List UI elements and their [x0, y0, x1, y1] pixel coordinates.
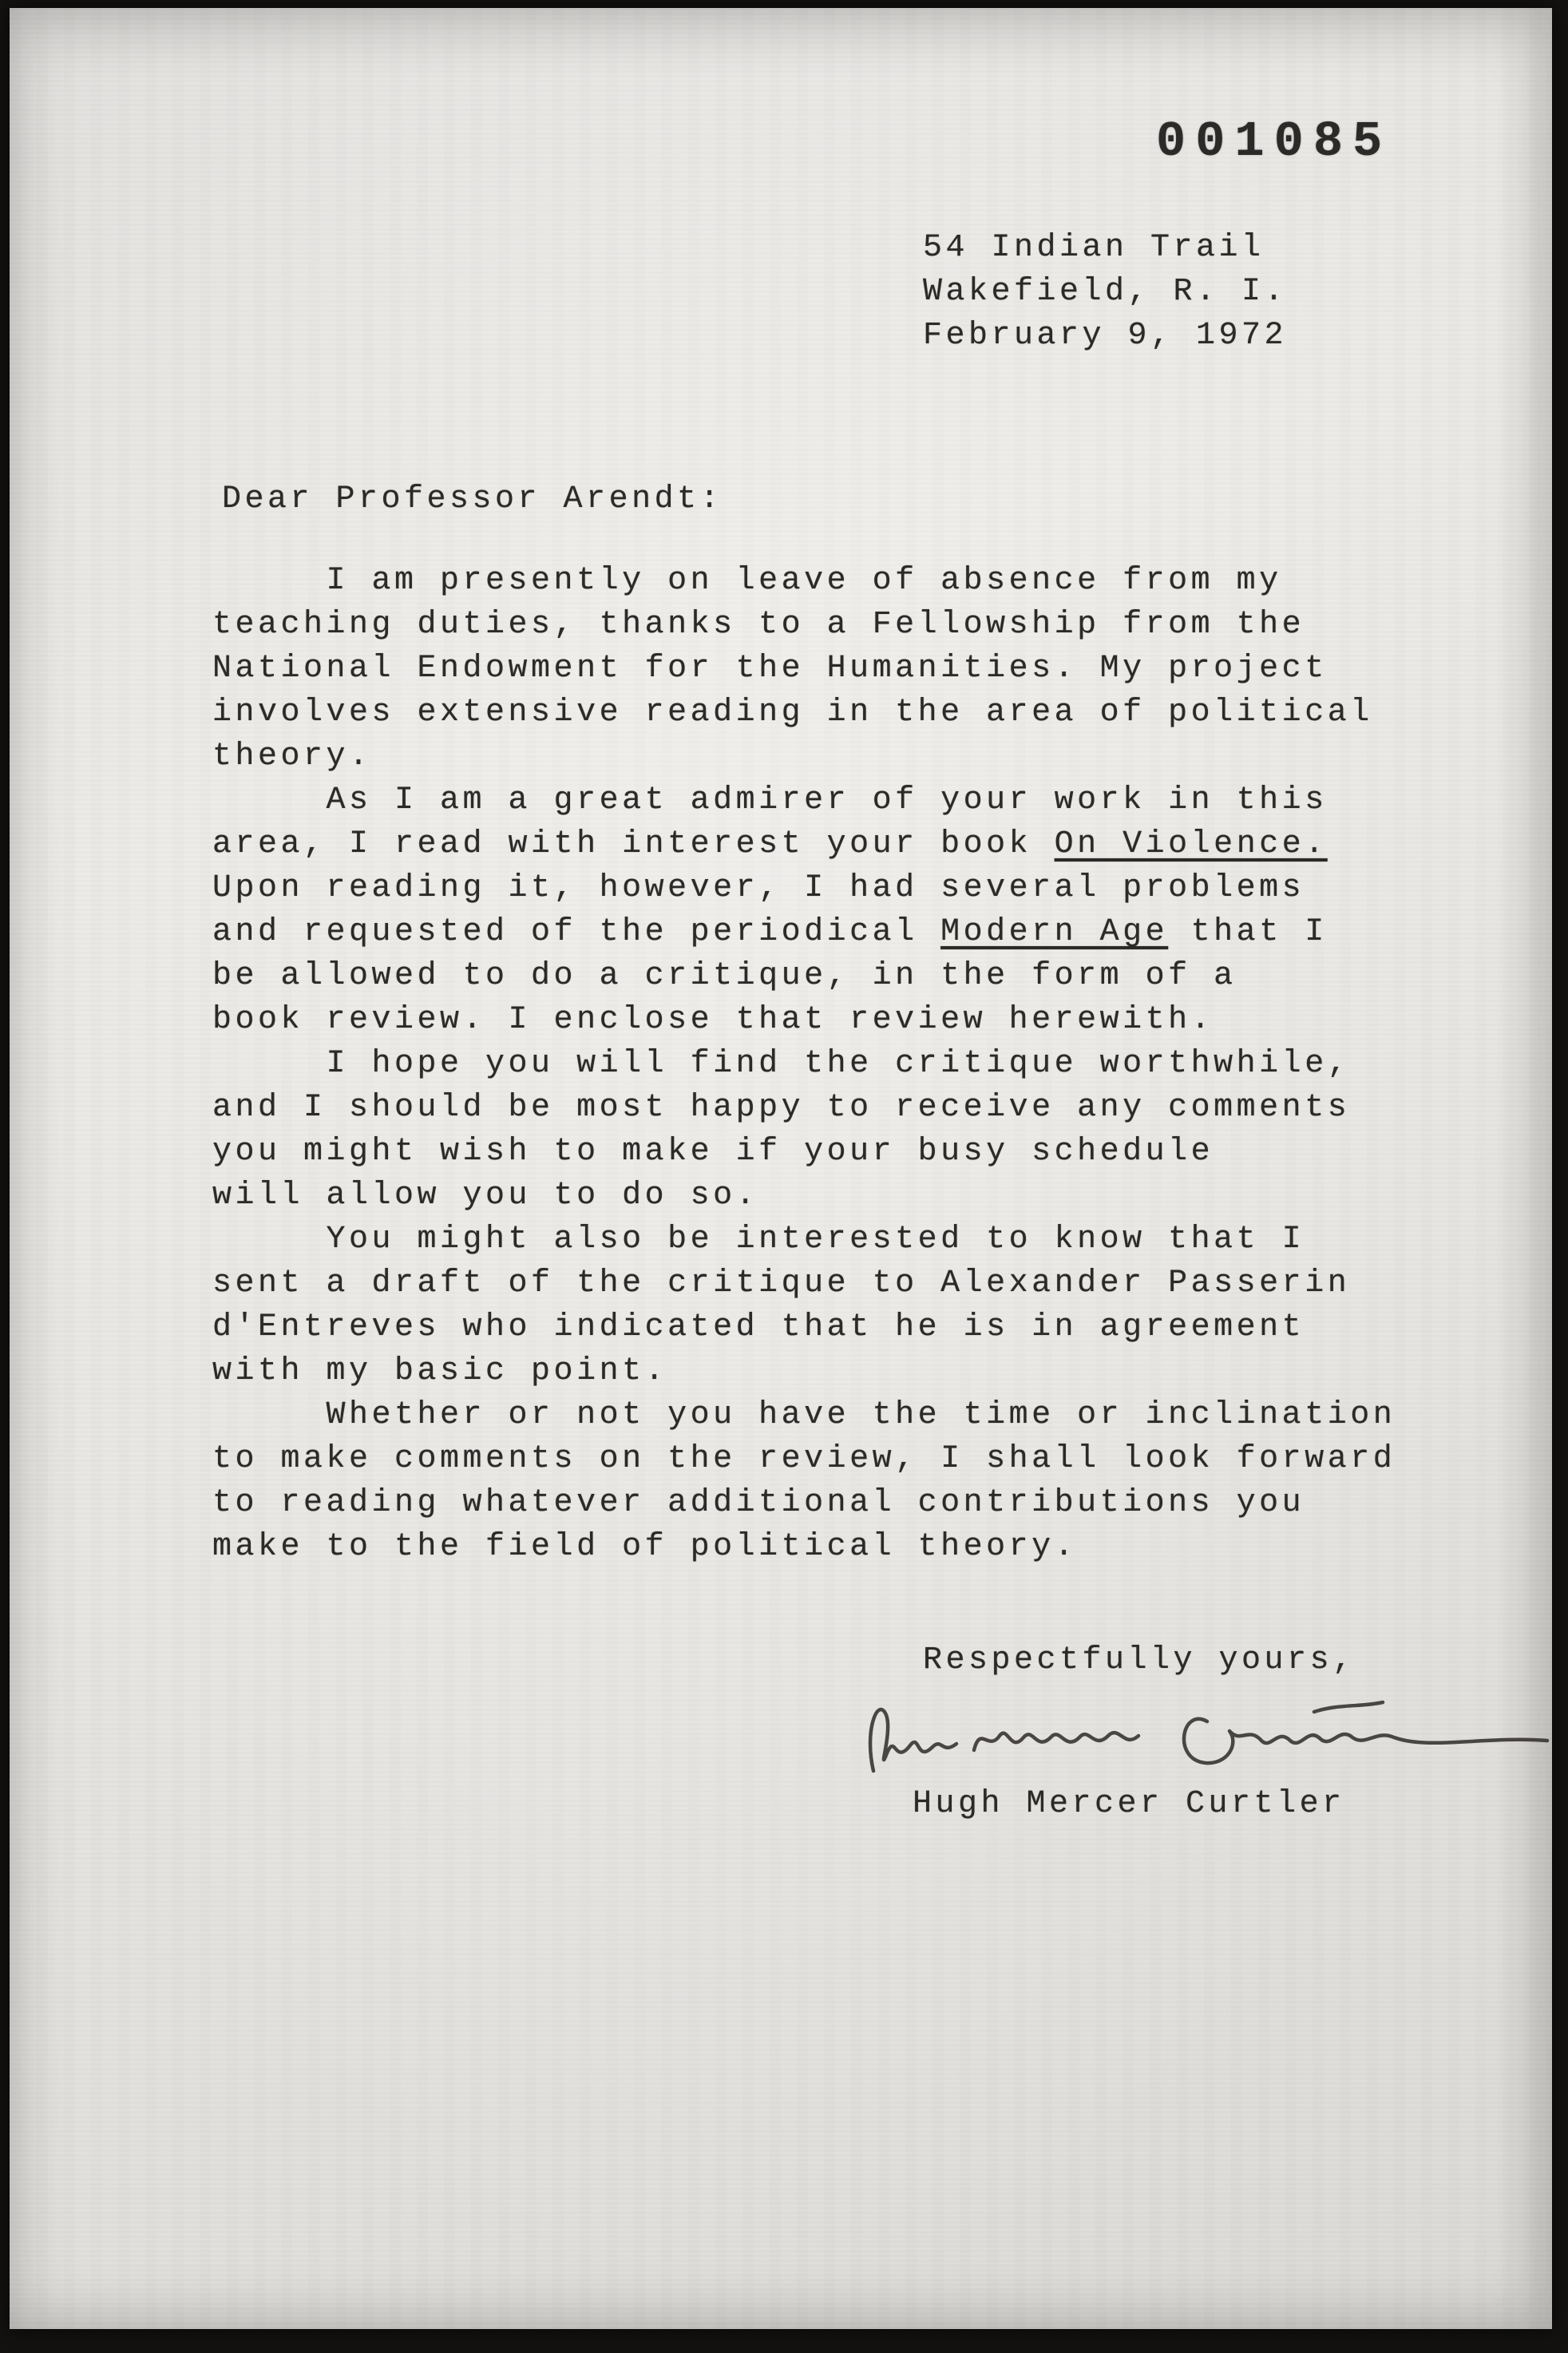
letter-line: [212, 1130, 1396, 1174]
line-text: Upon reading it, however, I had several problems: [212, 870, 1305, 906]
line-text: I hope you will find the critique worthwhile,: [212, 1046, 1351, 1082]
address-line: February 9, 1972: [923, 318, 1288, 354]
line-text: be allowed to do a critique, in the form of a: [212, 958, 1237, 994]
line-text: will allow you to do so.: [212, 1178, 759, 1214]
letter-line: [212, 735, 1396, 778]
letter-line: [212, 1525, 1396, 1569]
letter-page: [10, 8, 1552, 2329]
line-text: make to the field of political theory.: [212, 1529, 1078, 1565]
letter-line: [212, 1437, 1396, 1481]
line-text: National Endowment for the Humanities. My project: [212, 651, 1328, 687]
letter-line: [212, 1174, 1396, 1218]
line-text: area, I read with interest your book: [212, 826, 1055, 862]
salutation: Dear Professor Arendt:: [222, 481, 723, 517]
letter-line: [212, 603, 1396, 647]
letter-line: [212, 1481, 1396, 1525]
typed-signature-name: Hugh Mercer Curtler: [913, 1786, 1345, 1822]
letter-line: [212, 1042, 1396, 1086]
line-text: d'Entreves who indicated that he is in agreement: [212, 1309, 1305, 1345]
letter-line: [212, 910, 1396, 954]
letter-line: [212, 1305, 1396, 1349]
letter-line: [212, 822, 1396, 866]
line-text: with my basic point.: [212, 1353, 668, 1389]
line-text: I am presently on leave of absence from my: [212, 563, 1282, 599]
letter-line: [212, 1393, 1396, 1437]
line-text: to reading whatever additional contributions you: [212, 1485, 1305, 1521]
line-text: and requested of the periodical: [212, 914, 941, 950]
sender-address-block: [923, 226, 1287, 358]
line-text: sent a draft of the critique to Alexander Passerin: [212, 1266, 1351, 1301]
underlined-title: On Violence.: [1054, 826, 1328, 862]
line-text: You might also be interested to know that I: [212, 1222, 1305, 1258]
address-line: Wakefield, R. I.: [923, 274, 1288, 310]
letter-line: [212, 1349, 1396, 1393]
letter-line: [212, 1086, 1396, 1130]
line-text: book review. I enclose that review herewith.: [212, 1002, 1214, 1038]
letter-line: [212, 1262, 1396, 1305]
letter-line: [212, 691, 1396, 735]
letter-body: [212, 559, 1396, 1569]
letter-line: [212, 778, 1396, 822]
letter-line: [212, 866, 1396, 910]
archive-stamp-number: 001085: [1156, 113, 1392, 170]
line-text: involves extensive reading in the area of political: [212, 695, 1373, 731]
line-text: teaching duties, thanks to a Fellowship from the: [212, 607, 1305, 643]
line-text: As I am a great admirer of your work in this: [212, 782, 1328, 818]
letter-line: [212, 998, 1396, 1042]
underlined-title: Modern Age: [940, 914, 1169, 950]
line-text: you might wish to make if your busy schedule: [212, 1134, 1214, 1170]
letter-line: [212, 1218, 1396, 1262]
line-text: to make comments on the review, I shall look forward: [212, 1441, 1396, 1477]
line-text: that I: [1168, 914, 1328, 950]
line-text: and I should be most happy to receive any comments: [212, 1090, 1351, 1126]
address-line: 54 Indian Trail: [923, 230, 1265, 266]
letter-line: [212, 954, 1396, 998]
letter-line: [212, 559, 1396, 603]
line-text: Whether or not you have the time or inclination: [212, 1397, 1396, 1433]
letter-line: [212, 647, 1396, 691]
line-text: theory.: [212, 739, 372, 774]
closing-line: Respectfully yours,: [923, 1642, 1356, 1678]
